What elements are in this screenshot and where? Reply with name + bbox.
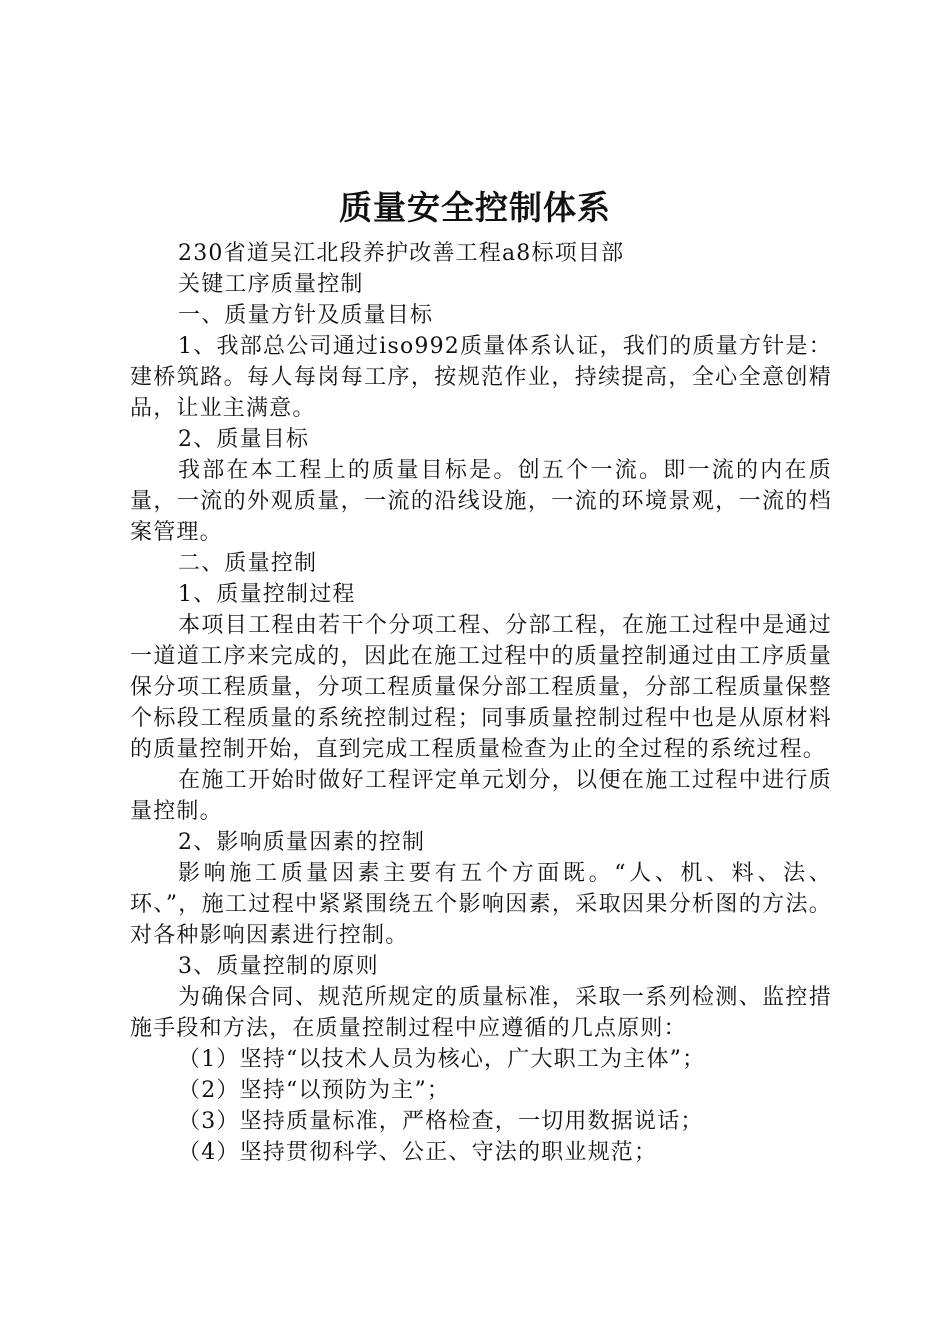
paragraph-factor-control: 影响施工质量因素主要有五个方面既。“人、机、料、法、环、”，施工过程中紧紧围绕五个影响因素，采取因果分析图的方法。对各种影响因素进行控制。 [130,861,832,948]
paragraph-unit-division: 在施工开始时做好工程评定单元划分，以便在施工过程中进行质量控制。 [130,768,832,824]
project-name-line: 230省道吴江北段养护改善工程a8标项目部 [178,241,625,266]
principle-item: （2）坚持“以预防为主”； [178,1078,451,1103]
principle-item: （4）坚持贯彻科学、公正、守法的职业规范； [178,1140,658,1165]
document-body [130,238,832,1168]
heading-quality-control: 二、质量控制 [178,551,318,576]
paragraph-quality-policy: 1、我部总公司通过iso992质量体系认证，我们的质量方针是：建桥筑路。每人每岗每工序，按规范作业，持续提高，全心全意创精品，让业主满意。 [130,334,832,421]
principle-item: （3）坚持质量标准，严格检查，一切用数据说话； [178,1109,704,1134]
document-title: 质量安全控制体系 [339,188,611,227]
section-subtitle: 关键工序质量控制 [178,272,364,297]
paragraph-control-process: 本项目工程由若干个分项工程、分部工程，在施工过程中是通过一道道工序来完成的，因此在施工过程中的质量控制通过由工序质量保分项工程质量，分项工程质量保分部工程质量，分部工程质量保整个标段工程质量的系统控制过程；同事质量控制过程中也是从原材料的质量控制开始，直到完成工程质量检查为止的全过程的系统过程。 [130,613,832,762]
paragraph-quality-target: 我部在本工程上的质量目标是。创五个一流。即一流的内在质量，一流的外观质量，一流的沿线设施，一流的环境景观，一流的档案管理。 [130,458,832,545]
heading-control-process: 1、质量控制过程 [178,582,356,607]
paragraph-control-principles: 为确保合同、规范所规定的质量标准，采取一系列检测、监控措施手段和方法，在质量控制过程中应遵循的几点原则： [130,985,832,1041]
principle-item: （1）坚持“以技术人员为核心，广大职工为主体”； [178,1047,706,1072]
heading-quality-policy: 一、质量方针及质量目标 [178,303,434,328]
heading-factor-control: 2、影响质量因素的控制 [178,830,426,855]
heading-quality-target: 2、质量目标 [178,427,310,452]
heading-control-principles: 3、质量控制的原则 [178,954,379,979]
